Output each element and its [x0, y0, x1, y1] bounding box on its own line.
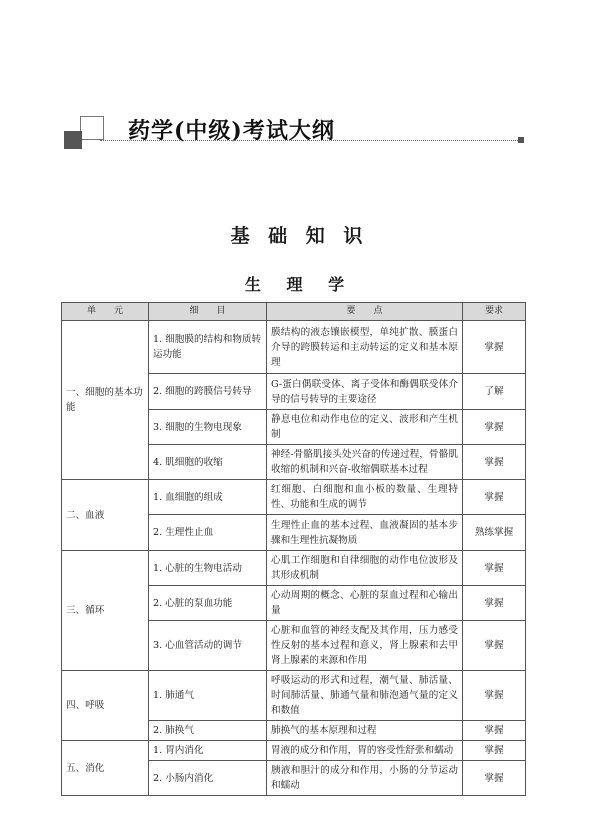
table-row [62, 321, 526, 374]
requirement-cell: 掌握 [463, 621, 526, 671]
item-cell: 1. 细胞膜的结构和物质转运功能 [149, 321, 267, 374]
point-cell: 红细胞、白细胞和血小板的数量、生理特性、功能和生成的调节 [267, 480, 463, 515]
item-cell: 1. 心脏的生物电活动 [149, 551, 267, 586]
unit-cell: 三、循环 [62, 551, 149, 671]
section-title: 基 础 知 识 [230, 225, 369, 247]
point-cell: 神经-骨骼肌接头处兴奋的传递过程，骨骼肌收缩的机制和兴奋-收缩偶联基本过程 [267, 445, 463, 480]
header-title: 药学(中级)考试大纲 [128, 118, 335, 144]
item-cell: 1. 肺通气 [149, 671, 267, 721]
requirement-cell: 熟练掌握 [463, 515, 526, 551]
requirement-cell: 掌握 [463, 321, 526, 374]
point-cell: 心动周期的概念、心脏的泵血过程和心输出量 [267, 586, 463, 621]
requirement-cell: 掌握 [463, 480, 526, 515]
point-cell: 胃液的成分和作用，胃的容受性舒张和蠕动 [267, 741, 463, 761]
unit-cell: 五、消化 [62, 741, 149, 796]
header-square-filled-icon [64, 131, 82, 149]
point-cell: 肺换气的基本原理和过程 [267, 721, 463, 741]
table-row [62, 551, 526, 586]
point-cell: G-蛋白偶联受体、离子受体和酶偶联受体介导的信号转导的主要途径 [267, 374, 463, 410]
item-cell: 2. 心脏的泵血功能 [149, 586, 267, 621]
requirement-cell: 掌握 [463, 410, 526, 445]
requirement-cell: 掌握 [463, 721, 526, 741]
header-dotted-rule [100, 140, 518, 141]
point-cell: 生理性止血的基本过程、血液凝固的基本步骤和生理性抗凝物质 [267, 515, 463, 551]
requirement-cell: 掌握 [463, 445, 526, 480]
point-cell: 膜结构的液态镶嵌模型，单纯扩散、膜蛋白介导的跨膜转运和主动转运的定义和基本原理 [267, 321, 463, 374]
header-point: 要 点 [267, 303, 463, 321]
unit-cell: 四、呼吸 [62, 671, 149, 741]
requirement-cell: 掌握 [463, 586, 526, 621]
table-row [62, 480, 526, 515]
item-cell: 2. 肺换气 [149, 721, 267, 741]
requirement-cell: 掌握 [463, 551, 526, 586]
item-cell: 2. 生理性止血 [149, 515, 267, 551]
unit-cell: 二、血液 [62, 480, 149, 551]
header-rule-end-mark [518, 137, 524, 143]
item-cell: 1. 血细胞的组成 [149, 480, 267, 515]
item-cell: 2. 细胞的跨膜信号转导 [149, 374, 267, 410]
header-square-outline-icon [80, 116, 104, 140]
point-cell: 心肌工作细胞和自律细胞的动作电位波形及其形成机制 [267, 551, 463, 586]
item-cell: 3. 细胞的生物电现象 [149, 410, 267, 445]
requirement-cell: 掌握 [463, 671, 526, 721]
item-cell: 3. 心血管活动的调节 [149, 621, 267, 671]
subsection-title: 生 理 学 [244, 275, 355, 294]
point-cell: 呼吸运动的形式和过程，潮气量、肺活量、时间肺活量、肺通气量和肺泡通气量的定义和数值 [267, 671, 463, 721]
point-cell: 心脏和血管的神经支配及其作用，压力感受性反射的基本过程和意义，肾上腺素和去甲肾上腺素的来源和作用 [267, 621, 463, 671]
requirement-cell: 掌握 [463, 761, 526, 796]
table-row [62, 741, 526, 761]
item-cell: 1. 胃内消化 [149, 741, 267, 761]
syllabus-table [61, 302, 526, 796]
header-unit: 单 元 [62, 303, 149, 321]
item-cell: 4. 肌细胞的收缩 [149, 445, 267, 480]
unit-cell: 一、细胞的基本功能 [62, 321, 149, 480]
requirement-cell: 了解 [463, 374, 526, 410]
point-cell: 胰液和胆汁的成分和作用，小肠的分节运动和蠕动 [267, 761, 463, 796]
header-requirement: 要求 [463, 303, 526, 321]
requirement-cell: 掌握 [463, 741, 526, 761]
table-header-row [62, 303, 526, 321]
table-row [62, 671, 526, 721]
item-cell: 2. 小肠内消化 [149, 761, 267, 796]
header-item: 细 目 [149, 303, 267, 321]
point-cell: 静息电位和动作电位的定义、波形和产生机制 [267, 410, 463, 445]
page-header [0, 0, 599, 160]
